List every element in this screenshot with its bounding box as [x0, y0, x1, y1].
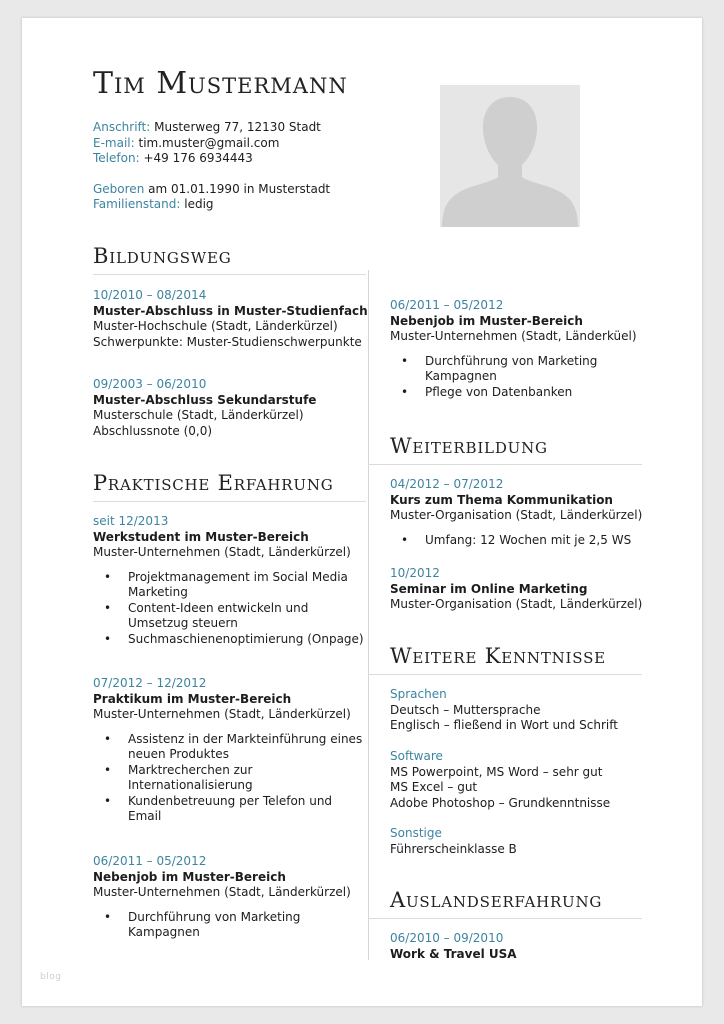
- bullet-list: [390, 354, 642, 401]
- bullet-item: • Marktrecherchen zur Internationalisierung: [93, 763, 366, 794]
- bullet-list: [93, 570, 366, 648]
- person-silhouette-icon: [440, 85, 580, 227]
- skills-line: Englisch – fließend in Wort und Schrift: [390, 718, 618, 732]
- bullet-item: • Durchführung von Marketing Kampagnen: [390, 354, 642, 385]
- heading-weitere-kenntnisse: Weitere Kenntnisse: [390, 644, 606, 668]
- bullet-item: • Durchführung von Marketing Kampagnen: [93, 910, 366, 941]
- entry-title: Praktikum im Muster-Bereich: [93, 691, 292, 706]
- bullet-item: • Content-Ideen entwickeln und Umsetzug steuern: [93, 601, 366, 632]
- skills-group-label: Sonstige: [390, 826, 442, 840]
- entry-title: Work & Travel USA: [390, 946, 517, 961]
- entry-line: Abschlussnote (0,0): [93, 423, 213, 438]
- skills-line: Deutsch – Muttersprache: [390, 702, 541, 717]
- entry-title: Nebenjob im Muster-Bereich: [390, 313, 583, 328]
- heading-bildungsweg: Bildungsweg: [93, 244, 232, 268]
- personal-birth: Geboren am 01.01.1990 in Musterstadt: [93, 181, 331, 196]
- heading-weiterbildung: Weiterbildung: [390, 434, 548, 458]
- entry-date: 06/2010 – 09/2010: [390, 931, 504, 945]
- entry-date: 10/2012: [390, 566, 440, 580]
- skills-line: MS Powerpoint, MS Word – sehr gut: [390, 764, 603, 779]
- entry-line: Muster-Unternehmen (Stadt, Länderküel): [390, 329, 637, 343]
- contact-phone: Telefon: +49 176 6934443: [93, 151, 253, 165]
- profile-photo-placeholder: [440, 85, 580, 227]
- entry-title: Seminar im Online Marketing: [390, 581, 588, 596]
- entry-line: Schwerpunkte: Muster-Studienschwerpunkte: [93, 334, 362, 349]
- heading-praktische-erfahrung: Praktische Erfahrung: [93, 471, 334, 495]
- heading-rule: [93, 274, 366, 275]
- bullet-item: • Pflege von Datenbanken: [390, 385, 642, 401]
- cv-page: [22, 18, 702, 1006]
- skills-line: Adobe Photoshop – Grundkenntnisse: [390, 795, 611, 810]
- bullet-item: • Umfang: 12 Wochen mit je 2,5 WS: [390, 533, 642, 549]
- heading-rule: [368, 464, 642, 465]
- entry-date: 09/2003 – 06/2010: [93, 377, 207, 391]
- experience-entry: [93, 676, 366, 825]
- experience-entry: [93, 854, 366, 941]
- bullet-list: [93, 732, 366, 825]
- training-entry: [390, 566, 642, 613]
- training-entry: [390, 477, 642, 548]
- entry-title: Muster-Abschluss in Muster-Studienfach: [93, 303, 368, 318]
- watermark: blog: [40, 972, 62, 982]
- heading-rule: [368, 674, 642, 675]
- entry-line: Musterschule (Stadt, Länderkürzel): [93, 408, 304, 422]
- bullet-item: • Projektmanagement im Social Media Marketing: [93, 570, 366, 601]
- skills-line: Führerscheinklasse B: [390, 841, 517, 856]
- experience-entry: [390, 298, 642, 400]
- contact-email: E-mail: tim.muster@gmail.com: [93, 135, 280, 150]
- bullet-item: • Assistenz in der Markteinführung eines neuen Produktes: [93, 732, 366, 763]
- entry-date: 10/2010 – 08/2014: [93, 288, 207, 302]
- entry-line: Muster-Unternehmen (Stadt, Länderkürzel): [93, 885, 351, 899]
- entry-line: Muster-Organisation (Stadt, Länderkürzel): [390, 597, 643, 611]
- personal-marital: Familienstand: ledig: [93, 197, 214, 211]
- entry-date: 06/2011 – 05/2012: [390, 298, 504, 312]
- entry-date: 04/2012 – 07/2012: [390, 477, 504, 491]
- bullet-list: [390, 533, 642, 549]
- heading-auslandserfahrung: Auslandserfahrung: [390, 888, 603, 912]
- entry-date: 07/2012 – 12/2012: [93, 676, 207, 690]
- bullet-item: • Kundenbetreuung per Telefon und Email: [93, 794, 366, 825]
- skills-line: MS Excel – gut: [390, 780, 478, 794]
- entry-date: seit 12/2013: [93, 514, 169, 528]
- heading-rule: [368, 918, 642, 919]
- column-divider: [368, 270, 369, 960]
- skills-group-label: Software: [390, 749, 443, 763]
- entry-title: Muster-Abschluss Sekundarstufe: [93, 392, 317, 407]
- skills-group-sprachen: [390, 687, 642, 734]
- entry-date: 06/2011 – 05/2012: [93, 854, 207, 868]
- entry-line: Muster-Unternehmen (Stadt, Länderkürzel): [93, 707, 351, 721]
- contact-address: Anschrift: Musterweg 77, 12130 Stadt: [93, 120, 321, 134]
- abroad-entry: [390, 931, 642, 962]
- entry-title: Kurs zum Thema Kommunikation: [390, 492, 613, 507]
- contact-block: [93, 120, 330, 213]
- cv-name: Tim Mustermann: [93, 66, 348, 101]
- entry-line: Muster-Organisation (Stadt, Länderkürzel): [390, 508, 643, 522]
- bullet-list: [93, 910, 366, 941]
- education-entry: [93, 377, 366, 439]
- entry-line: Muster-Unternehmen (Stadt, Länderkürzel): [93, 545, 351, 559]
- skills-group-sonstige: [390, 826, 642, 857]
- heading-rule: [93, 501, 366, 502]
- entry-title: Nebenjob im Muster-Bereich: [93, 869, 286, 884]
- entry-title: Werkstudent im Muster-Bereich: [93, 529, 309, 544]
- education-entry: [93, 288, 366, 350]
- skills-group-software: [390, 749, 642, 811]
- bullet-item: • Suchmaschienenoptimierung (Onpage): [93, 632, 366, 648]
- skills-group-label: Sprachen: [390, 687, 447, 701]
- entry-line: Muster-Hochschule (Stadt, Länderkürzel): [93, 319, 338, 333]
- experience-entry: [93, 514, 366, 647]
